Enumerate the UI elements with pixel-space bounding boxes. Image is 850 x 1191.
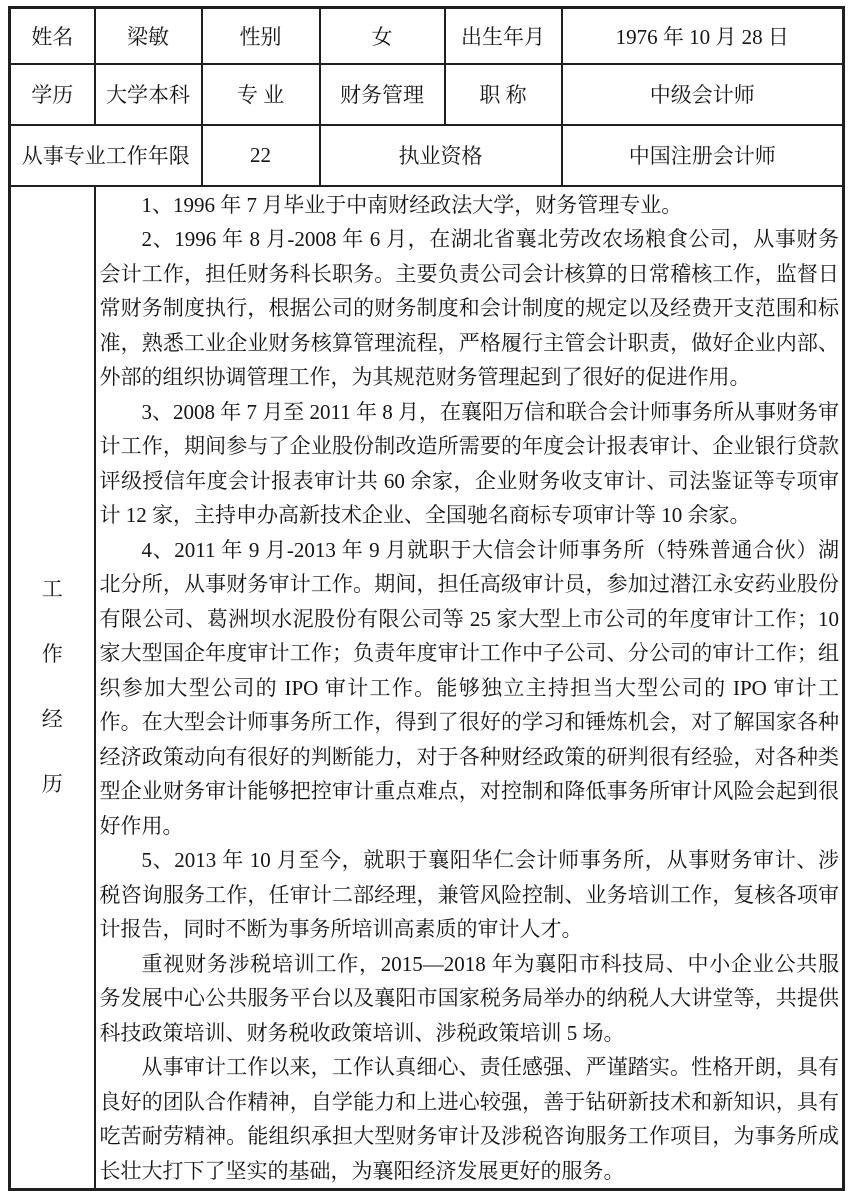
work-experience-label-cell [10,186,95,1190]
work-experience-vertical-label [13,579,92,795]
qualification-label: 执业资格 [320,125,562,186]
experience-paragraph-4: 4、2011 年 9 月-2013 年 9 月就职于大信会计师事务所（特殊普通合伙）湖北分所，从事财务审计工作。期间，担任高级审计员，参加过潜江永安药业股份有限公司、葛洲坝水泥股份有限公司等 25 家大型上市公司的年度审计工作；10 家大型国企年度审计工作；负责年度审计工作中子公司、分公司的审计工作；组织参加大型公司的 IPO 审计工作。能够独立主持担当大型公司的 IPO 审计工作。在大型会计师事务所工作，得到了很好的学习和锤炼机会，对了解国家各种经济政策动向有很好的判断能力，对于各种财经政策的研判很有经验，对各种类型企业财务审计能够把控审计重点难点，对控制和降低事务所审计风险会起到很好作用。 [99,537,839,838]
name-label: 姓名 [10,8,95,64]
birth-date-label: 出生年月 [445,8,562,64]
vertical-label-char: 作 [41,642,63,667]
experience-paragraph-5: 5、2013 年 10 月至今，就职于襄阳华仁会计师事务所，从事财务审计、涉税咨询服务工作，任审计二部经理，兼管风险控制、业务培训工作，复核各项审计报告，同时不断为事务所培训高素质的审计人才。 [99,848,839,941]
gender-value: 女 [320,8,445,64]
work-experience-content-cell [95,186,844,1190]
vertical-label-char: 历 [41,772,63,797]
experience-paragraph-3: 3、2008 年 7 月至 2011 年 8 月，在襄阳万信和联合会计师事务所从事财务审计工作，期间参与了企业股份制改造所需要的年度会计报表审计、企业银行贷款评级授信年度会计报表审计共 60 余家，企业财务收支审计、司法鉴证等专项审计 12 家，主持申办高新技术企业、全国驰名商标专项审计等 10 余家。 [99,399,839,527]
row-years-qualification [10,125,844,186]
experience-paragraph-1: 1、1996 年 7 月毕业于中南财经政法大学，财务管理专业。 [141,192,683,217]
major-value: 财务管理 [320,64,445,125]
row-education-title [10,64,844,125]
name-value: 梁敏 [95,8,202,64]
birth-date-value: 1976 年 10 月 28 日 [562,8,844,64]
row-personal-info [10,8,844,64]
vertical-label-char: 经 [41,707,63,732]
qualification-value: 中国注册会计师 [562,125,844,186]
gender-label: 性别 [202,8,320,64]
resume-table [8,6,845,1191]
professional-title-label: 职 称 [445,64,562,125]
row-work-experience [10,186,844,1190]
education-value: 大学本科 [95,64,202,125]
vertical-label-char: 工 [41,577,63,602]
experience-paragraph-2: 2、1996 年 8 月-2008 年 6 月，在湖北省襄北劳改农场粮食公司，从事财务会计工作，担任财务科长职务。主要负责公司会计核算的日常稽核工作，监督日常财务制度执行，根据公司的财务制度和会计制度的规定以及经费开支范围和标准，熟悉工业企业财务核算管理流程，严格履行主管会计职责，做好企业内部、外部的组织协调管理工作，为其规范财务管理起到了很好的促进作用。 [99,227,839,389]
education-label: 学历 [10,64,95,125]
major-label: 专 业 [202,64,320,125]
experience-paragraph-7: 从事审计工作以来，工作认真细心、责任感强、严谨踏实。性格开朗，具有良好的团队合作精神，自学能力和上进心较强，善于钻研新技术和新知识，具有吃苦耐劳精神。能组织承担大型财务审计及涉税咨询服务工作项目，为事务所成长壮大打下了坚实的基础，为襄阳经济发展更好的服务。 [99,1055,839,1183]
professional-title-value: 中级会计师 [562,64,844,125]
experience-paragraph-6: 重视财务涉税培训工作，2015—2018 年为襄阳市科技局、中小企业公共服务发展中心公共服务平台以及襄阳市国家税务局举办的纳税人大讲堂等，共提供科技政策培训、财务税收政策培训、涉税政策培训 5 场。 [99,951,839,1045]
work-years-value: 22 [202,125,320,186]
work-years-label: 从事专业工作年限 [10,125,202,186]
